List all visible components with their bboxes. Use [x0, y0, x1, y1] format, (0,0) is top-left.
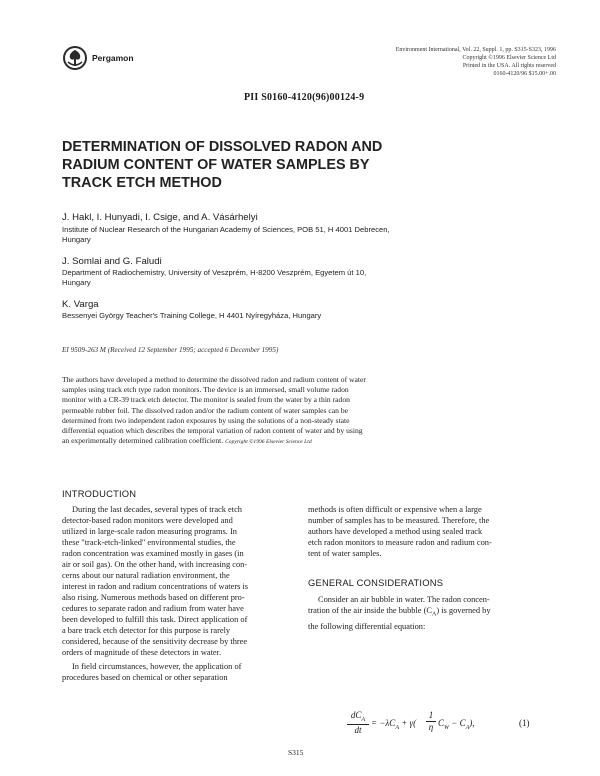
equation-text: C	[438, 718, 445, 728]
equation-rhs-tail	[438, 718, 475, 731]
abstract	[62, 375, 538, 447]
journal-info	[396, 46, 556, 78]
body-line: a bare track etch detector for this purpose is rarely	[62, 626, 231, 635]
body-line: interest in radon and radium concentrations of waters is	[62, 582, 249, 591]
introduction-heading: INTRODUCTION	[62, 488, 137, 499]
body-line-part: tration of the air inside the bubble (C	[308, 606, 432, 615]
body-line: methods is often difficult or expensive when a large	[308, 505, 482, 514]
affiliation-line: Bessenyei György Teacher's Training College, H 4401 Nyíregyháza, Hungary	[62, 311, 322, 320]
affiliation-line: Institute of Nuclear Research of the Hungarian Academy of Sciences, POB 51, H 4001 Debrecen,	[62, 225, 390, 234]
equation-lhs-denominator: dt	[347, 724, 369, 735]
body-line: etch radon monitors to measure radon and radium con-	[308, 538, 492, 547]
abstract-line: differential equation which describes the temporal variation of radon content of water and by using	[62, 426, 363, 436]
body-line: also rising. Numerous methods based on different pro-	[62, 593, 245, 602]
body-line: detector-based radon monitors were developed and	[62, 516, 233, 525]
body-line: procedures based on chemical or other separation	[62, 673, 228, 682]
affiliation-line: Hungary	[62, 278, 91, 287]
affiliation-line: Hungary	[62, 235, 91, 244]
body-line: Consider an air bubble in water. The radon concen-	[318, 595, 490, 604]
journal-issn: 0160-4120/96 $15.00+.00	[493, 71, 556, 77]
abstract-line: monitor with a CR-39 track etch detector. The monitor is sealed from the water by a thin radon	[62, 395, 350, 405]
affiliation-line: Department of Radiochemistry, University of Veszprém, H-8200 Veszprém, Egyetem út 10,	[62, 268, 367, 277]
author-names: J. Somlai and G. Faludi	[62, 256, 162, 267]
abstract-line: permeable rubber foil. The dissolved radon and/or the radium content of water samples can be	[62, 405, 349, 415]
equation-subscript: W	[444, 724, 450, 731]
general-considerations-text	[308, 594, 540, 632]
equation-fraction	[426, 710, 436, 732]
equation-lhs-numerator	[347, 710, 369, 723]
body-line: tent of water samples.	[308, 549, 382, 558]
body-line	[308, 605, 540, 621]
abstract-line: samples using track etch type radon monitors. The device is an immersed, small volume radon	[62, 385, 349, 395]
body-line: number of samples has to be measured. Therefore, the	[308, 516, 490, 525]
body-line: orders of magnitude of these detectors in water.	[62, 648, 222, 657]
abstract-line: determined from two independent radon exposures by using the solutions of a non-steady state	[62, 415, 350, 425]
subscript: A	[431, 611, 437, 618]
introduction-left-column	[62, 504, 294, 683]
body-line: utilized in large-scale radon measuring programs. In	[62, 527, 237, 536]
body-line: During the last decades, several types of track etch	[72, 505, 242, 514]
page-number: S315	[288, 748, 304, 757]
equation-1	[339, 710, 539, 750]
body-line: been developed to fulfill this task. Direct application of	[62, 615, 248, 624]
abstract-line: The authors have developed a method to determine the dissolved radon and radium content of water	[62, 375, 366, 384]
body-line-part: ) is governed by	[436, 606, 491, 615]
journal-citation: Environment International, Vol. 22, Suppl. 1, pp. S315-S323, 1996	[395, 47, 556, 53]
abstract-line	[62, 436, 538, 447]
author-names: K. Varga	[62, 299, 99, 310]
title-line: DETERMINATION OF DISSOLVED RADON AND	[62, 139, 383, 155]
equation-subscript: A	[465, 724, 470, 731]
equation-subscript: A	[395, 724, 399, 731]
journal-printed: Printed in the USA. All rights reserved	[462, 63, 556, 69]
body-line: these "track-etch-linked" environmental studies, the	[62, 538, 236, 547]
publisher-name: Pergamon	[92, 53, 134, 63]
pergamon-tree-logo-icon	[62, 45, 88, 71]
equation-text: + γ(	[398, 718, 417, 728]
equation-lhs	[347, 710, 369, 735]
equation-number: (1)	[519, 718, 530, 728]
title-line: TRACK ETCH METHOD	[62, 175, 222, 191]
body-line: air or soil gas). On the other hand, with increasing con-	[62, 560, 248, 569]
received-dates: EI 9509-263 M (Received 12 September 1995; accepted 6 December 1995)	[62, 346, 279, 354]
body-line: cedures to separate radon and radium from water have	[62, 604, 244, 613]
equation-text: ),	[469, 718, 475, 728]
equation-fraction-denominator: η	[426, 721, 436, 732]
abstract-last-line: an experimentally determined calibration coefficient.	[62, 436, 224, 446]
equation-subscript: A	[361, 716, 366, 723]
equation-text: − C	[449, 718, 466, 728]
body-line: In field circumstances, however, the application of	[72, 662, 242, 671]
body-line: considered, because of the sensitivity decrease by three	[62, 637, 248, 646]
title-line: RADIUM CONTENT OF WATER SAMPLES BY	[62, 157, 370, 173]
body-line: radon concentration was examined mostly in gases (in	[62, 549, 244, 558]
abstract-copyright: Copyright ©1996 Elsevier Science Ltd	[225, 439, 312, 446]
paper-title	[62, 138, 502, 192]
author-affiliation	[62, 311, 321, 321]
body-line: the following differential equation:	[308, 621, 426, 631]
body-line: authors have developed a method using sealed track	[308, 527, 483, 536]
author-names: J. Hakl, I. Hunyadi, I. Csige, and A. Vásárhelyi	[62, 212, 258, 223]
equation-text: = −λC	[371, 718, 396, 728]
journal-copyright: Copyright ©1996 Elsevier Science Ltd	[462, 55, 556, 61]
equation-rhs	[371, 718, 416, 731]
general-considerations-heading: GENERAL CONSIDERATIONS	[308, 577, 444, 588]
equation-text: dC	[350, 710, 362, 720]
pii-identifier: PII S0160-4120(96)00124-9	[244, 92, 365, 103]
equation-fraction-numerator: 1	[428, 710, 434, 720]
body-line: cerns about our natural radiation environment, the	[62, 571, 230, 580]
introduction-right-column	[308, 504, 540, 559]
author-affiliation	[62, 268, 366, 288]
author-affiliation	[62, 225, 390, 245]
